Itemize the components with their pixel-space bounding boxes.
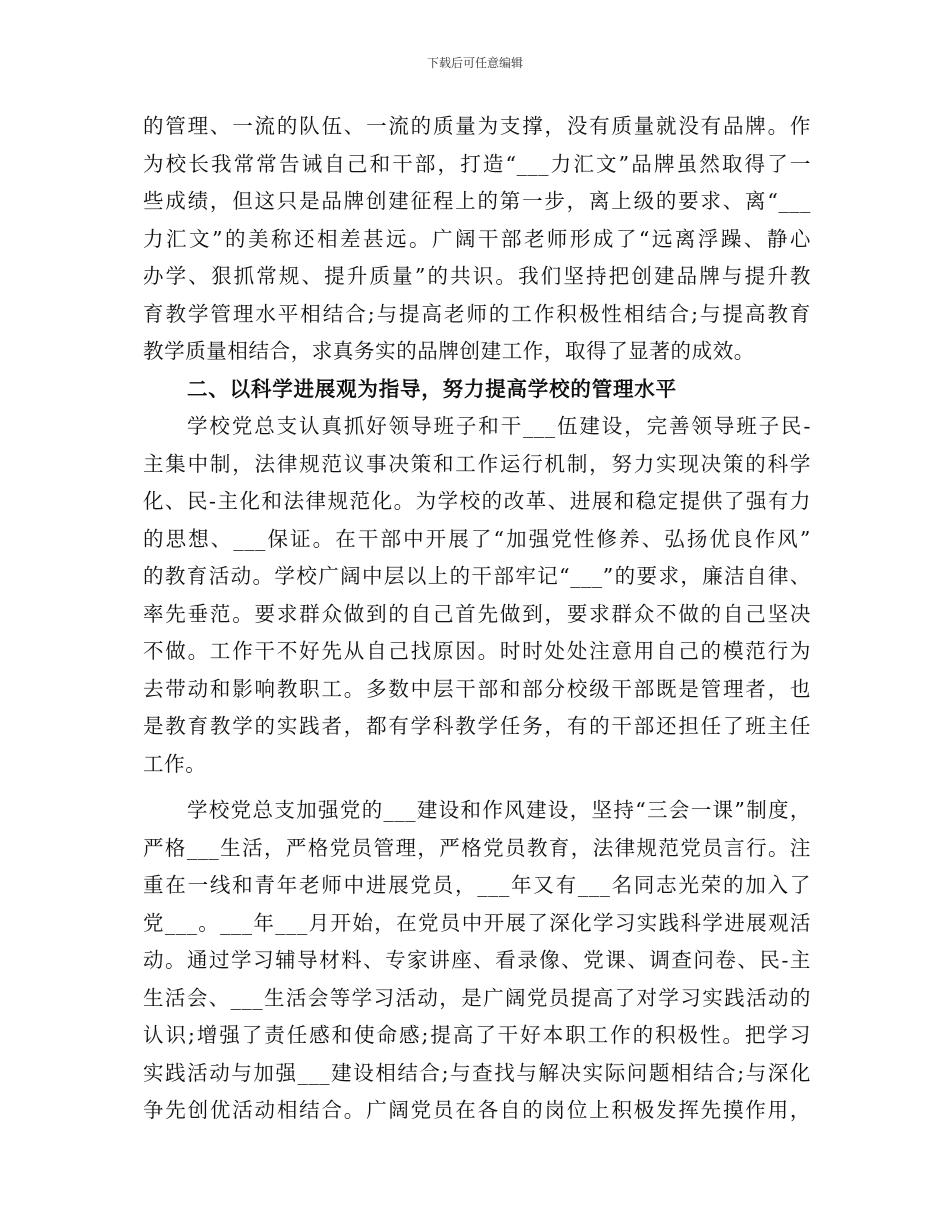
text-line: 认识;增强了责任感和使命感;提高了干好本职工作的积极性。把学习 xyxy=(143,1023,811,1047)
text-line: 生活会、___生活会等学习活动，是广阔党员提高了对学习实践活动的 xyxy=(143,985,811,1010)
paragraph-gap xyxy=(143,783,811,792)
text-line: 为校长我常常告诫自己和干部，打造“___力汇文”品牌虽然取得了一 xyxy=(143,151,811,176)
section-heading: 二、以科学进展观为指导，努力提高学校的管理水平 xyxy=(187,376,677,401)
text-line: 化、民-主化和法律规范化。为学校的改革、进展和稳定提供了强有力 xyxy=(143,489,811,513)
text-line: 实践活动与加强___建设相结合;与查找与解决实际问题相结合;与深化 xyxy=(143,1060,811,1085)
text-line: 学校党总支认真抓好领导班子和干___伍建设，完善领导班子民- xyxy=(187,414,811,438)
text-line: 些成绩，但这只是品牌创建征程上的第一步，离上级的要求、离“___ xyxy=(143,189,811,213)
text-line: 的管理、一流的队伍、一流的质量为支撑，没有质量就没有品牌。作 xyxy=(143,114,811,138)
text-line: 力汇文”的美称还相差甚远。广阔干部老师形成了“远离浮躁、静心 xyxy=(143,226,811,251)
text-line: 教学质量相结合，求真务实的品牌创建工作，取得了显著的成效。 xyxy=(143,339,755,363)
text-line: 是教育教学的实践者，都有学科教学任务，有的干部还担任了班主任 xyxy=(143,714,811,738)
text-line: 率先垂范。要求群众做到的自己首先做到，要求群众不做的自己坚决 xyxy=(143,601,811,626)
text-line: 严格___生活，严格党员管理，严格党员教育，法律规范党员言行。注 xyxy=(143,835,811,860)
text-line: 争先创优活动相结合。广阔党员在各自的岗位上积极发挥先摸作用， xyxy=(143,1098,811,1122)
text-line: 育教学管理水平相结合;与提高老师的工作积极性相结合;与提高教育 xyxy=(143,301,811,326)
text-line: 不做。工作干不好先从自己找原因。时时处处注意用自己的模范行为 xyxy=(143,639,811,663)
text-line: 办学、狠抓常规、提升质量”的共识。我们坚持把创建品牌与提升教 xyxy=(143,264,811,288)
text-line: 的思想、___保证。在干部中开展了“加强党性修养、弘扬优良作风” xyxy=(143,526,811,551)
text-line: 的教育活动。学校广阔中层以上的干部牢记“___”的要求，廉洁自律、 xyxy=(143,564,811,588)
text-line: 工作。 xyxy=(143,751,207,776)
text-line: 动。通过学习辅导材料、专家讲座、看录像、党课、调查问卷、民-主 xyxy=(143,948,811,972)
page-header: 下载后可任意编辑 xyxy=(426,56,523,70)
text-line: 去带动和影响教职工。多数中层干部和部分校级干部既是管理者，也 xyxy=(143,676,811,701)
text-line: 党___。___年___月开始，在党员中开展了深化学习实践科学进展观活 xyxy=(143,910,811,935)
text-line: 重在一线和青年老师中进展党员，___年又有___名同志光荣的加入了 xyxy=(143,873,811,897)
text-line: 主集中制，法律规范议事决策和工作运行机制，努力实现决策的科学 xyxy=(143,451,811,476)
document-body xyxy=(143,108,811,1130)
text-line: 学校党总支加强党的___建设和作风建设，坚持“三会一课”制度， xyxy=(187,798,811,822)
